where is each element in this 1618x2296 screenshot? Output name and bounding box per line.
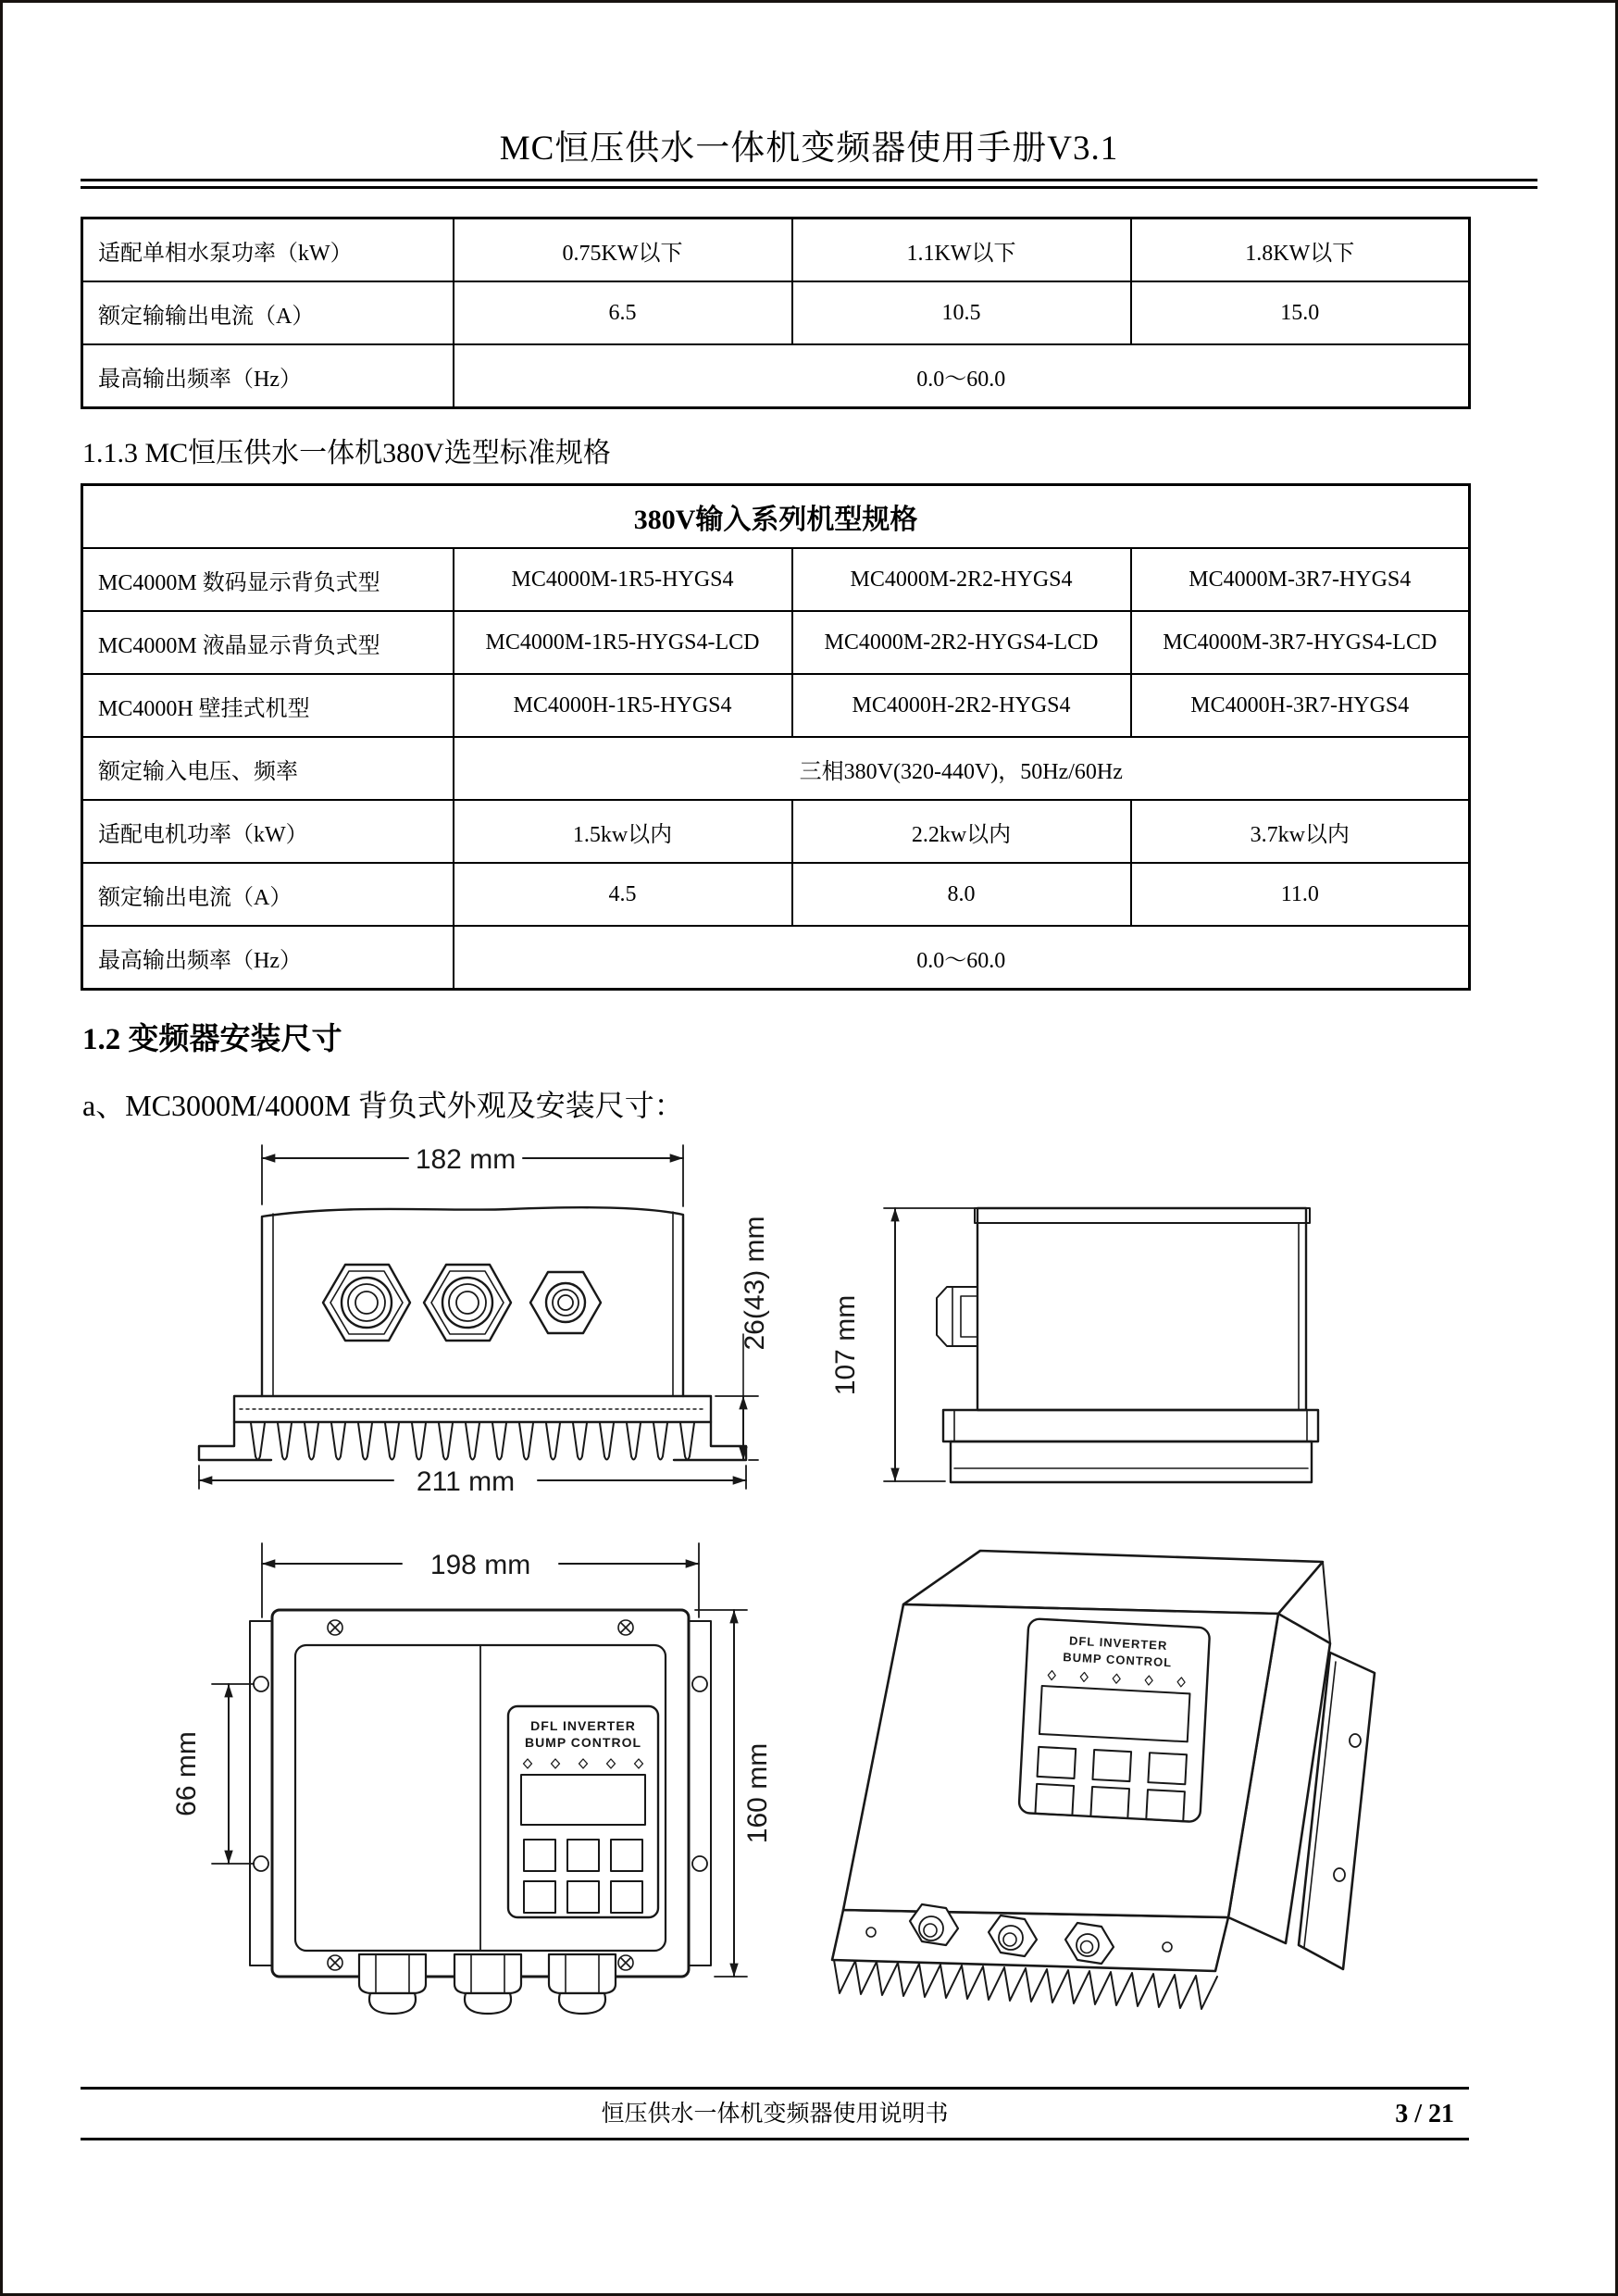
cell-value: MC4000M-1R5-HYGS4: [454, 548, 792, 611]
dimension-label: 26(43) mm: [740, 1216, 770, 1351]
table-row: [82, 281, 1470, 344]
mount-hole: [254, 1677, 268, 1691]
cell-value: 1.1KW以下: [792, 218, 1131, 282]
mount-hole: [254, 1856, 268, 1871]
page-footer: [81, 2087, 1469, 2140]
header-double-rule: [81, 179, 1537, 189]
table-title: 380V输入系列机型规格: [82, 485, 1470, 549]
cell-value-span: 三相380V(320-440V)，50Hz/60Hz: [454, 737, 1470, 800]
row-label: 适配电机功率（kW）: [82, 800, 454, 863]
mount-hole: [692, 1856, 707, 1871]
table-row: [82, 863, 1470, 926]
cable-gland-side: [937, 1287, 977, 1346]
dimension-label: 211 mm: [416, 1466, 516, 1497]
row-label: 适配单相水泵功率（kW）: [82, 218, 454, 282]
cell-value: MC4000M-3R7-HYGS4-LCD: [1131, 611, 1470, 674]
row-label: 最高输出频率（Hz）: [82, 926, 454, 990]
dim-width-top: [262, 1144, 683, 1206]
dimension-label: 182 mm: [415, 1144, 517, 1175]
unit-lid-face: [903, 1551, 1323, 1614]
table-row: [82, 218, 1470, 282]
cell-value: 2.2kw以内: [792, 800, 1131, 863]
heatsink-base: [234, 1396, 711, 1422]
table-title-row: [82, 485, 1470, 549]
table-row: [82, 548, 1470, 611]
cell-value-span: 0.0～60.0: [454, 344, 1470, 408]
dim-width-top: [262, 1543, 699, 1617]
drawing-wallmount-iso-view: [815, 1532, 1445, 2021]
cell-value: MC4000H-1R5-HYGS4: [454, 674, 792, 737]
table-row: [82, 674, 1470, 737]
cable-gland: [424, 1265, 511, 1341]
section-heading-1-2: 1.2 变频器安装尺寸: [82, 1023, 342, 1056]
page-title: MC恒压供水一体机变频器使用手册V3.1: [499, 130, 1119, 168]
cable-gland-bottom: [549, 1954, 616, 2014]
table-row: [82, 926, 1470, 990]
row-label: MC4000M 液晶显示背负式型: [82, 611, 454, 674]
panel-brand-text: DFL INVERTER: [1068, 1633, 1168, 1653]
table-row: [82, 737, 1470, 800]
cell-value: 1.5kw以内: [454, 800, 792, 863]
cell-value: 15.0: [1131, 281, 1470, 344]
cable-gland-bottom: [454, 1954, 521, 2014]
cell-value: 1.8KW以下: [1131, 218, 1470, 282]
cell-value: MC4000H-2R2-HYGS4: [792, 674, 1131, 737]
footer-doc-title: 恒压供水一体机变频器使用说明书: [601, 2102, 949, 2127]
cell-value: MC4000M-1R5-HYGS4-LCD: [454, 611, 792, 674]
cell-value: MC4000H-3R7-HYGS4: [1131, 674, 1470, 737]
dimension-label: 107 mm: [830, 1294, 861, 1396]
heatsink-fins: [251, 1423, 694, 1460]
cell-value: 8.0: [792, 863, 1131, 926]
row-label: MC4000H 壁挂式机型: [82, 674, 454, 737]
dimension-label: 160 mm: [742, 1742, 773, 1844]
cable-gland-bottom: [359, 1954, 426, 2014]
cell-value: MC4000M-2R2-HYGS4-LCD: [792, 611, 1131, 674]
panel-brand-text: DFL INVERTER: [530, 1718, 636, 1733]
row-label: 额定输入电压、频率: [82, 737, 454, 800]
cable-gland: [530, 1272, 601, 1333]
heatsink-base-side: [943, 1410, 1318, 1482]
panel-brand-text: BUMP CONTROL: [524, 1735, 642, 1750]
spec-table-380v: [81, 483, 1471, 991]
dim-height-right: [695, 1610, 773, 1977]
row-label: 额定输输出电流（A）: [82, 281, 454, 344]
inverter-body: [262, 1207, 683, 1396]
drawing-wallmount-front-view: [119, 1529, 777, 2017]
table-row: [82, 800, 1470, 863]
dim-width-bottom: [199, 1466, 746, 1497]
drawing-backpack-front-view: [142, 1121, 790, 1497]
dimension-label: 198 mm: [429, 1550, 531, 1580]
unit-front-face: [843, 1604, 1278, 1917]
spec-table-220v: [81, 217, 1471, 409]
row-label: 额定输出电流（A）: [82, 863, 454, 926]
dim-height-right: [716, 1216, 770, 1460]
subsection-line-a: a、MC3000M/4000M 背负式外观及安装尺寸：: [82, 1089, 684, 1122]
cell-value-span: 0.0～60.0: [454, 926, 1470, 990]
table-row: [82, 611, 1470, 674]
cell-value: 3.7kw以内: [1131, 800, 1470, 863]
row-label: MC4000M 数码显示背负式型: [82, 548, 454, 611]
page-number: 3 / 21: [1395, 2100, 1454, 2128]
table-row: [82, 344, 1470, 408]
cell-value: 6.5: [454, 281, 792, 344]
inverter-body-side: [975, 1208, 1310, 1410]
cell-value: 0.75KW以下: [454, 218, 792, 282]
cable-gland: [323, 1265, 410, 1341]
dimension-label: 66 mm: [171, 1731, 202, 1816]
cell-value: MC4000M-2R2-HYGS4: [792, 548, 1131, 611]
dim-hole-left: [171, 1684, 254, 1864]
cell-value: MC4000M-3R7-HYGS4: [1131, 548, 1470, 611]
cell-value: 11.0: [1131, 863, 1470, 926]
drawing-backpack-side-view: [806, 1125, 1325, 1495]
panel-brand-text: BUMP CONTROL: [1062, 1650, 1173, 1670]
section-heading-1-1-3: 1.1.3 MC恒压供水一体机380V选型标准规格: [82, 438, 611, 468]
cell-value: 10.5: [792, 281, 1131, 344]
cell-value: 4.5: [454, 863, 792, 926]
mount-hole: [692, 1677, 707, 1691]
row-label: 最高输出频率（Hz）: [82, 344, 454, 408]
